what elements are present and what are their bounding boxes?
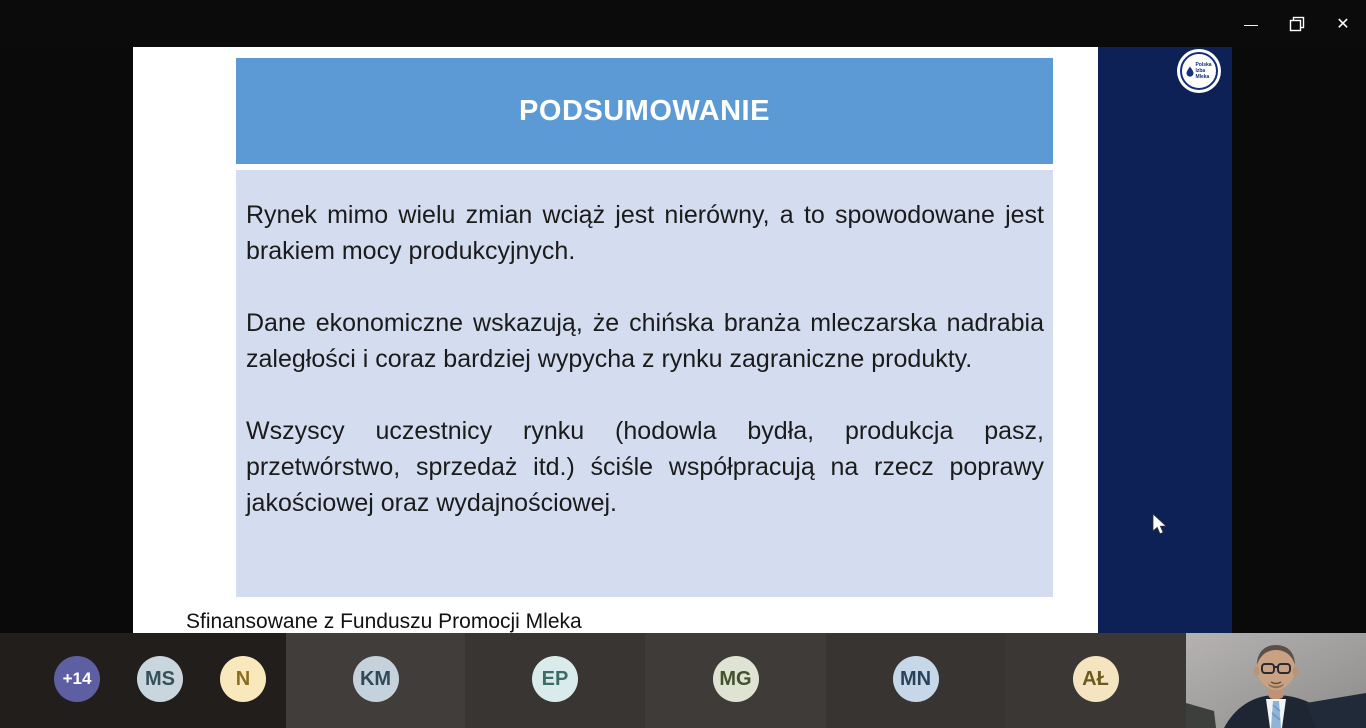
milk-drop-icon: [1186, 66, 1194, 77]
participant-group-tile[interactable]: [0, 633, 286, 728]
minimize-icon: —: [1244, 15, 1258, 32]
participant-avatar[interactable]: AŁ: [1073, 656, 1119, 702]
participant-tile[interactable]: [826, 633, 1005, 728]
participant-tile[interactable]: [286, 633, 465, 728]
slide-footer-note: Sfinansowane z Funduszu Promocji Mleka: [186, 610, 582, 633]
participant-avatar[interactable]: MG: [713, 656, 759, 702]
speaker-webcam-image: [1186, 633, 1366, 728]
shared-screen-slide: [133, 47, 1098, 633]
participant-avatar[interactable]: MS: [137, 656, 183, 702]
slide-sidebar: [1098, 47, 1232, 633]
restore-button[interactable]: [1274, 0, 1320, 47]
slide-title-box: [236, 58, 1053, 164]
slide-body-box: [236, 170, 1053, 597]
participant-avatar[interactable]: KM: [353, 656, 399, 702]
overflow-count-badge[interactable]: +14: [54, 656, 100, 702]
speaker-video-tile[interactable]: [1186, 633, 1366, 728]
slide-paragraph: Rynek mimo wielu zmian wciąż jest nierówny, a to spowodowane jest brakiem mocy produkcyjnych.: [246, 201, 1044, 265]
minimize-button[interactable]: [1228, 0, 1274, 47]
participant-strip: [0, 633, 1366, 728]
slide-paragraph: Wszyscy uczestnicy rynku (hodowla bydła, produkcja pasz, przetwórstwo, sprzedaż itd.) ściśle współpracują na rzecz poprawy jakościowej oraz wydajnościowej.: [246, 417, 1044, 517]
polska-izba-mleka-logo: [1177, 49, 1221, 93]
close-button[interactable]: [1320, 0, 1366, 47]
participant-avatar[interactable]: EP: [532, 656, 578, 702]
close-icon: ✕: [1336, 15, 1350, 33]
restore-icon: [1289, 16, 1305, 32]
participant-tile[interactable]: [465, 633, 645, 728]
participant-tile[interactable]: [645, 633, 826, 728]
slide-paragraph: Dane ekonomiczne wskazują, że chińska branża mleczarska nadrabia zaległości i coraz bardziej wypycha z rynku zagraniczne produkty.: [246, 309, 1044, 373]
mouse-cursor: [1149, 512, 1171, 536]
participant-avatar[interactable]: MN: [893, 656, 939, 702]
logo-text: Polska Izba Mleka: [1195, 62, 1212, 80]
logo-ring: [1180, 52, 1218, 90]
participant-tile[interactable]: [1005, 633, 1186, 728]
participant-avatar[interactable]: N: [220, 656, 266, 702]
window-title-bar: [0, 0, 1366, 47]
slide-title: PODSUMOWANIE: [519, 94, 770, 127]
